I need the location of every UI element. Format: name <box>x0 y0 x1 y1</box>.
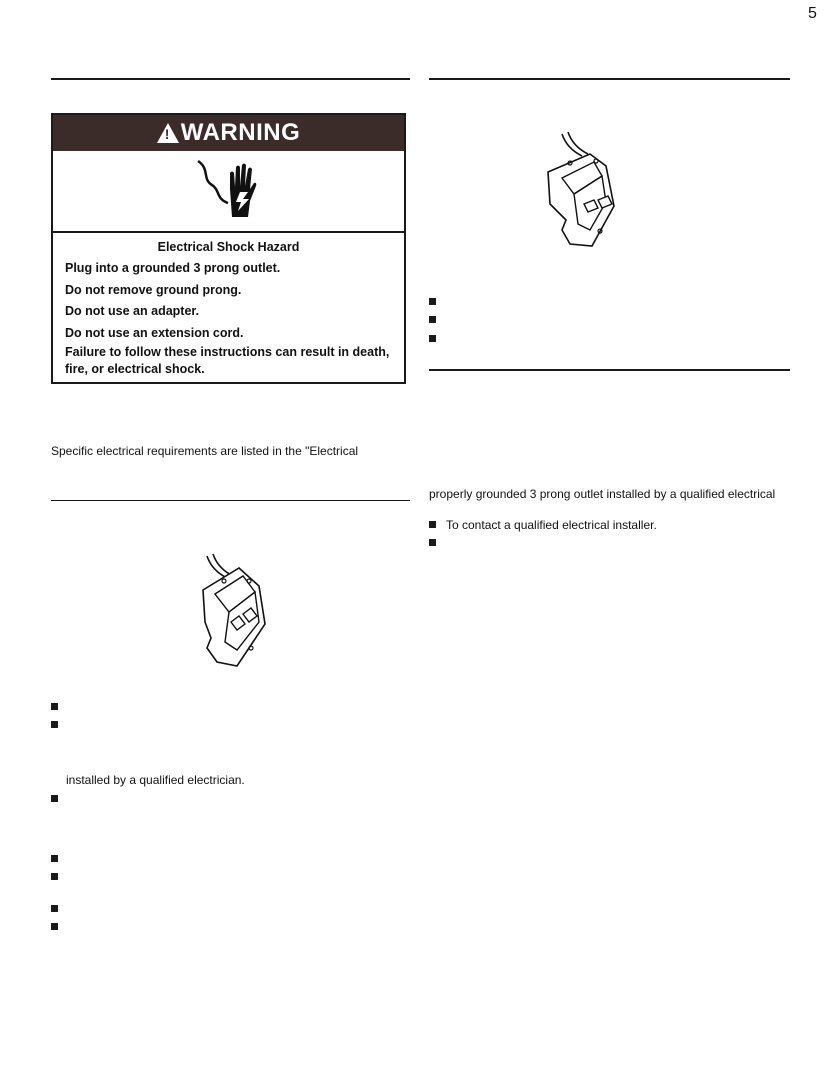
list-bullet <box>51 855 58 862</box>
warning-heading: WARNING <box>180 119 301 146</box>
list-bullet <box>51 703 58 710</box>
warning-box <box>51 113 406 384</box>
list-bullet <box>429 335 436 342</box>
outlet-text: properly grounded 3 prong outlet installed by a qualified electrical <box>429 487 776 501</box>
warning-line: Plug into a grounded 3 prong outlet. <box>65 261 281 275</box>
list-bullet <box>429 298 436 305</box>
list-bullet <box>51 905 58 912</box>
list-bullet <box>51 873 58 880</box>
section-rule-left-top <box>51 78 410 80</box>
warning-header <box>53 115 404 151</box>
warning-final-line: fire, or electrical shock. <box>65 362 205 376</box>
list-bullet <box>51 721 58 728</box>
list-bullet <box>51 923 58 930</box>
warning-line: Do not use an extension cord. <box>65 325 244 340</box>
warning-body <box>53 233 404 378</box>
list-bullet <box>429 521 436 528</box>
list-bullet <box>51 795 58 802</box>
installed-text: installed by a qualified electrician. <box>66 773 245 787</box>
grounded-plug-illustration-right <box>540 130 640 250</box>
warning-icon-panel <box>53 151 404 233</box>
warning-line: Do not remove ground prong. <box>65 282 242 297</box>
warning-triangle-icon: ! <box>157 123 179 143</box>
contact-text: To contact a qualified electrical installer. <box>446 518 657 532</box>
electrical-shock-hand-icon <box>192 159 272 223</box>
section-rule-left-mid <box>51 500 410 501</box>
section-rule-right-mid <box>429 369 790 371</box>
grounded-plug-illustration <box>185 552 285 672</box>
page-number: 5 <box>808 5 817 22</box>
hazard-title: Electrical Shock Hazard <box>157 240 300 254</box>
list-bullet <box>429 539 436 546</box>
list-bullet <box>429 316 436 323</box>
section-rule-right-top <box>429 78 790 80</box>
warning-final-line: Failure to follow these instructions can result in death, <box>65 345 390 359</box>
requirements-text: Specific electrical requirements are listed in the "Electrical <box>51 444 359 458</box>
warning-line: Do not use an adapter. <box>65 304 200 318</box>
